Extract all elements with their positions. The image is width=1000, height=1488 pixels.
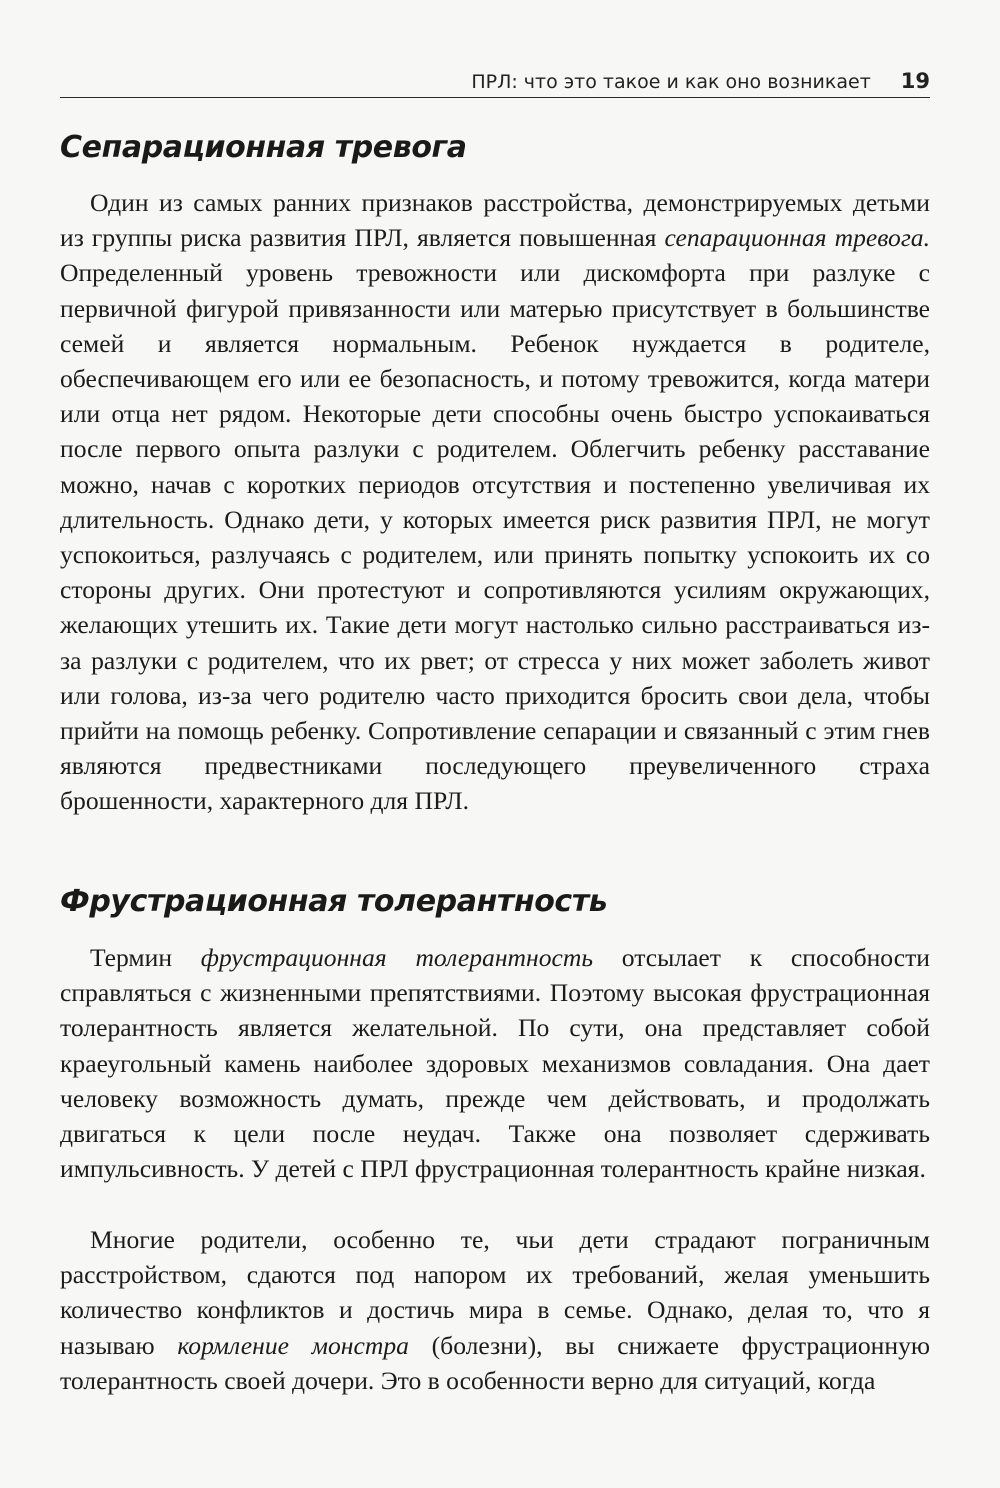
italic-term: фрустрационная толерантность [200,943,594,972]
section-heading-frustration-tolerance: Фрустрационная толерантность [60,884,608,919]
italic-term: кормление монстра [177,1330,409,1360]
section-heading-separation-anxiety: Сепарационная тревога [60,130,467,165]
running-header [60,58,930,98]
paragraph-text: Многие родители, особенно те, чьи дети страдают пограничным расстройством, сдаются под напором их требований, желая уменьшить количество конфликтов и достичь мира в семье. Однако, делая то, что я называю [60,1225,930,1360]
running-header-title: ПРЛ: что это такое и как оно возникает [471,71,871,93]
paragraph-text: Один из самых ранних признаков расстройства, демонстрируемых детьми из группы риска развития ПРЛ, является повышенная [60,188,930,253]
paragraph-text: (болезни), вы снижаете фрустрационную толерантность своей дочери. Это в особенности верно для ситуаций, когда [60,1330,930,1395]
italic-term: сепарационная тревога. [664,223,930,253]
paragraph-frustration-tolerance-definition [60,940,930,1186]
paragraph-text: Определенный уровень тревожности или дискомфорта при разлуке с первичной фигурой привязанности или матерью присутствует в большинстве семей и является нормальным. Ребенок нуждается в родителе, обеспечивающем его или ее безопасность, и потому тревожится, когда матери или отца нет рядом. Некоторые дети способны очень быстро успокаиваться после первого опыта разлуки с родителем. Облегчить ребенку расставание можно, начав с коротких периодов отсутствия и постепенно увеличивая их длительность. Однако дети, у которых имеется риск развития ПРЛ, не могут успокоиться, разлучаясь с родителем, или принять попытку успокоить их со стороны других. Они протестуют и сопротивляются усилиям окружающих, желающих утешить их. Такие дети могут настолько сильно расстраиваться из-за разлуки с родителем, что их рвет; от стресса у них может заболеть живот или голова, из-за чего родителю часто приходится бросить свои дела, чтобы прийти на помощь ребенку. Сопротивление сепарации и связанный с этим гнев являются предвестниками последующего преувеличенного страха брошенности, характерного для ПРЛ. [60,258,930,816]
paragraph-text: отсылает к способности справляться с жизненными препятствиями. Поэтому высокая фрустрационная толерантность является желательной. По сути, она представляет собой краеугольный камень наиболее здоровых механизмов совладания. Она дает человеку возможность думать, прежде чем действовать, и продолжать двигаться к цели после неудач. Также она позволяет сдерживать импульсивность. У детей с ПРЛ фрустрационная толерантность крайне низкая. [60,943,930,1184]
paragraph-text: Термин [90,943,201,972]
page-number: 19 [900,69,930,93]
paragraph-feeding-the-monster [60,1222,930,1398]
paragraph-separation-anxiety [60,185,930,819]
